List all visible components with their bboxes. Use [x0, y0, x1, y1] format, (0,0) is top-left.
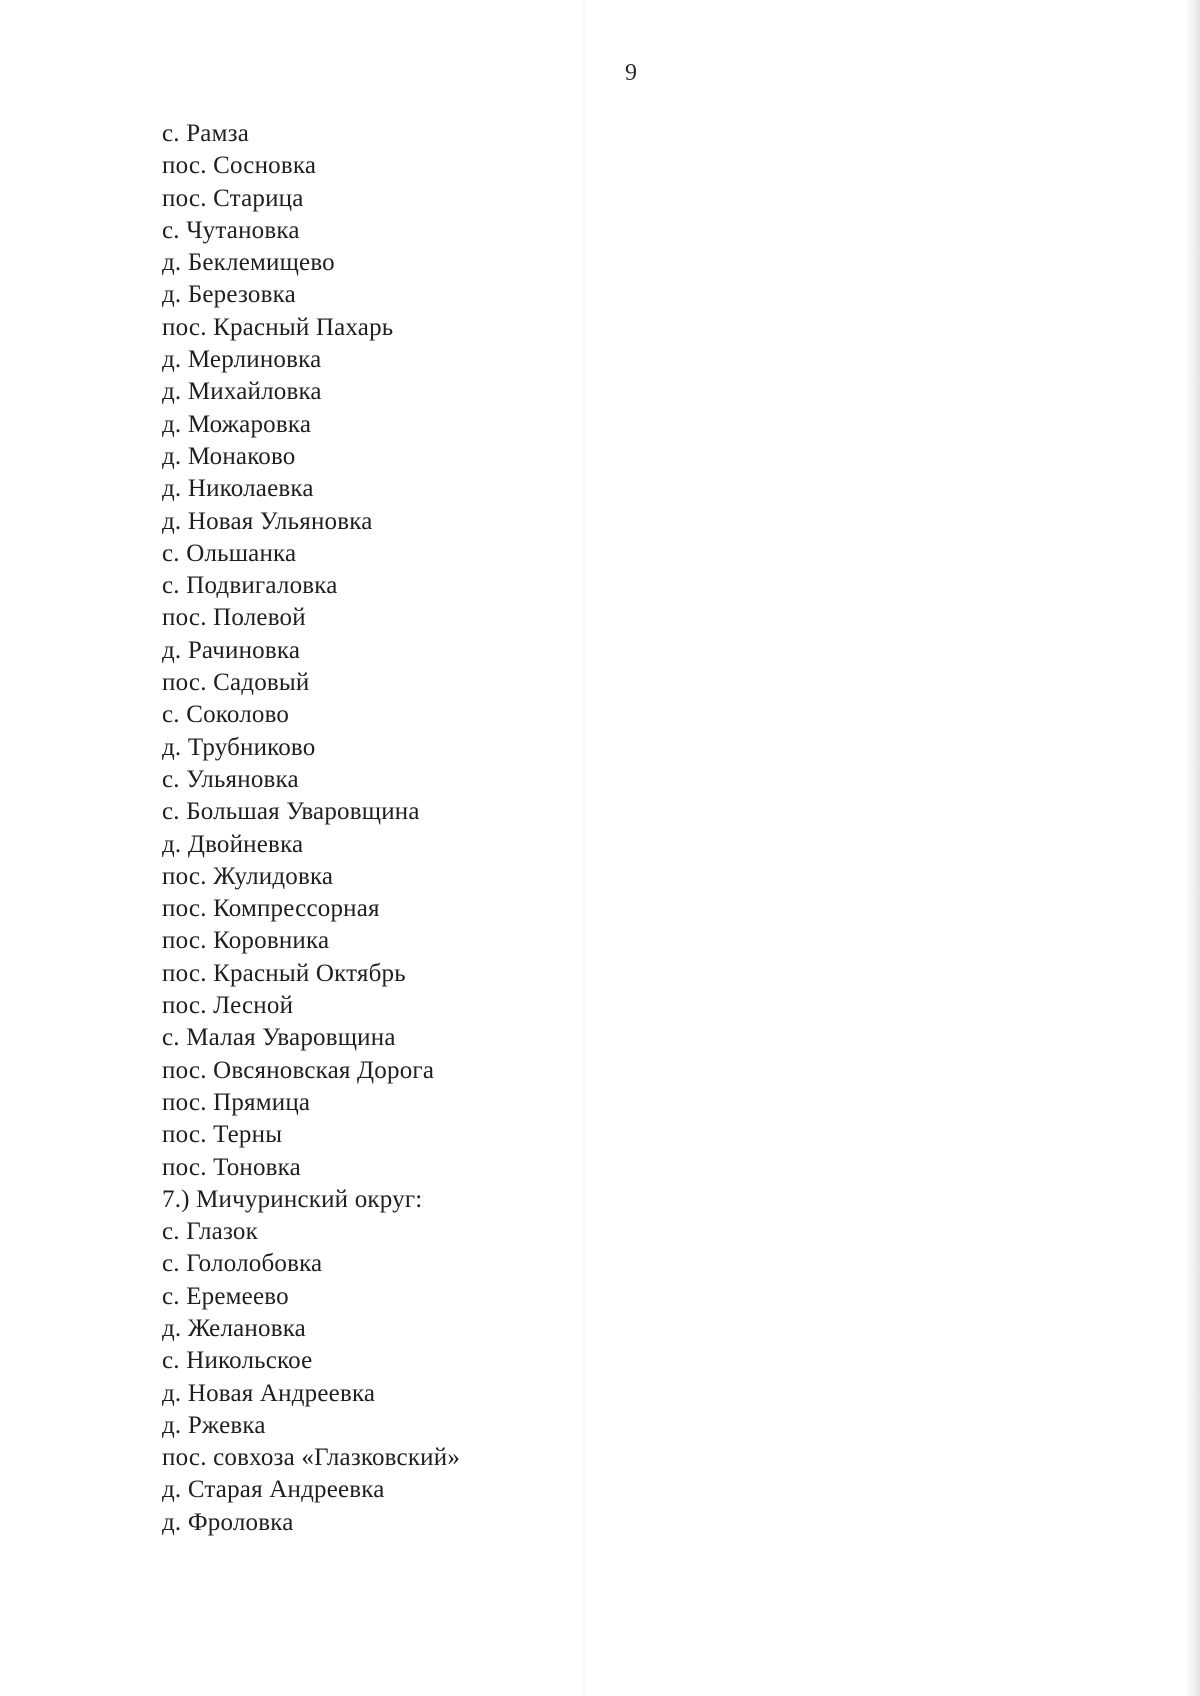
list-item: д. Николаевка [162, 475, 314, 503]
list-item: д. Старая Андреевка [162, 1476, 385, 1504]
list-item: пос. Красный Октябрь [162, 959, 406, 987]
list-item: с. Ольшанка [162, 539, 297, 567]
list-item: пос. Коровника [162, 927, 330, 955]
list-item: пос. Сосновка [162, 152, 317, 180]
list-item: пос. Терны [162, 1121, 283, 1149]
scan-fold-line [583, 0, 585, 1696]
list-item: с. Никольское [162, 1347, 313, 1375]
scan-edge-shadow [1186, 0, 1200, 1696]
page-number: 9 [625, 60, 637, 86]
list-item: пос. Овсяновская Дорога [162, 1056, 435, 1084]
list-item: пос. Лесной [162, 992, 294, 1020]
list-item: д. Трубниково [162, 733, 316, 761]
settlement-list [162, 118, 460, 1539]
list-item: д. Мерлиновка [162, 346, 322, 374]
list-item: с. Малая Уваровщина [162, 1024, 396, 1052]
list-item: пос. Старица [162, 184, 304, 212]
list-item: д. Новая Андреевка [162, 1379, 376, 1407]
list-item: с. Подвигаловка [162, 572, 338, 600]
list-item: с. Еремеево [162, 1282, 289, 1310]
list-item: пос. Красный Пахарь [162, 313, 394, 341]
list-item: д. Желановка [162, 1314, 306, 1342]
list-item: с. Чутановка [162, 216, 300, 244]
list-item: с. Рамза [162, 120, 249, 147]
list-item: д. Рачиновка [162, 636, 301, 664]
list-item: с. Соколово [162, 701, 290, 729]
list-item: с. Большая Уваровщина [162, 798, 420, 826]
list-item: д. Можаровка [162, 410, 312, 438]
list-item: с. Глазок [162, 1218, 258, 1246]
list-item: д. Беклемищево [162, 249, 335, 277]
list-item: пос. Полевой [162, 604, 306, 632]
list-item: пос. Компрессорная [162, 895, 380, 923]
list-item: д. Фроловка [162, 1508, 294, 1536]
list-item: пос. Прямица [162, 1088, 311, 1116]
list-item: д. Новая Ульяновка [162, 507, 373, 535]
list-item: д. Ржевка [162, 1411, 266, 1439]
list-item: д. Двойневка [162, 830, 304, 858]
list-item: пос. совхоза «Глазковский» [162, 1444, 461, 1472]
list-item: с. Ульяновка [162, 765, 299, 793]
list-item: пос. Тоновка [162, 1153, 301, 1181]
list-item: д. Березовка [162, 281, 296, 309]
list-item: д. Монаково [162, 442, 296, 470]
list-item: пос. Садовый [162, 669, 310, 697]
list-item: с. Гололобовка [162, 1250, 323, 1278]
list-item: пос. Жулидовка [162, 862, 334, 890]
section-heading: 7.) Мичуринский округ: [162, 1185, 423, 1213]
list-item: д. Михайловка [162, 378, 322, 406]
